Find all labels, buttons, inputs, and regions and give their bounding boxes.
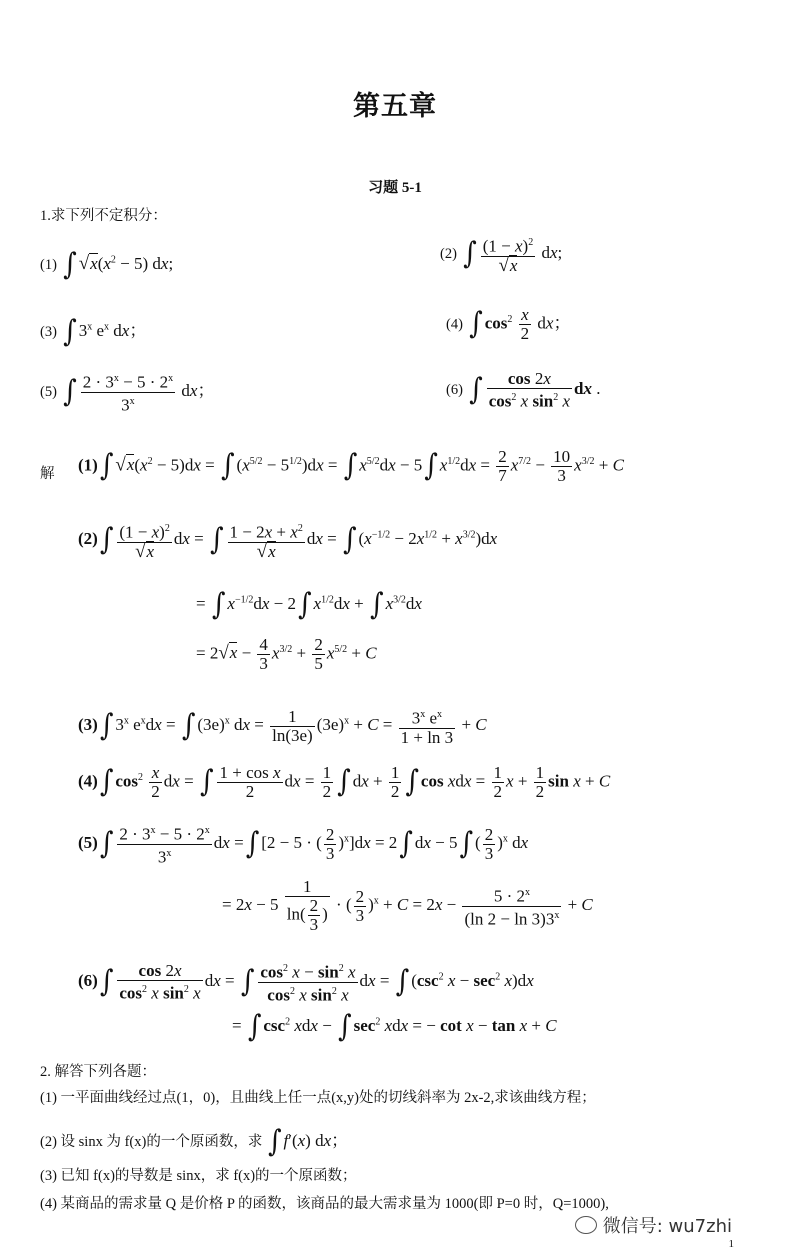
solution-5-line-2: = 2x − 5 1 ln( $\frac{2}{3}$ ) · ( $\frac{2}{3}$ )$^x$ + C = 2x − $\frac{5 \cdot 2^x}{(\ln 2 - \ln 3)3^x}$ + C (222, 877, 593, 934)
section-title: 习题 5-1 (368, 180, 422, 196)
solution-label: 解 (40, 466, 55, 482)
page-number: 1 (728, 1238, 734, 1250)
problem-6: (6) ∫ $\frac{\cos 2x}{\cos^2 x \sin^2 x}$ dx . (446, 369, 601, 411)
solution-2-line-1: (2)∫ $\frac{(1 - x)^2}{√x}$ dx = ∫ $\frac{1 - 2x + x^2}{√x}$ dx = ∫ $(x^{-1/2} - 2x^{1/2} + x^{3/2})dx$ (78, 520, 497, 561)
solution-2-line-2: = ∫ $x^{-1/2}dx - 2\int$ $x^{1/2}dx$ + ∫ $x^{3/2}dx$ (196, 587, 422, 623)
chapter-title: 第五章 (353, 91, 437, 122)
q2-item-4: (4) 某商品的需求量 Q 是价格 P 的函数，该商品的最大需求量为 1000(即 P=0 时，Q=1000), (40, 1196, 609, 1212)
problem-1: (1) ∫ $√x(x^2 - 5)$ dx; (40, 247, 174, 283)
solution-6-line-1: (6)∫ $\frac{\cos 2x}{\cos^2 x \sin^2 x}$ dx = ∫ $\frac{\cos^2 x - \sin^2 x}{\cos^2 x \sin^2 x}$ dx = ∫ ($\csc^2$ $x - \sec^2 x)dx$ (78, 960, 534, 1005)
solution-3: (3)∫ 3$^x$ $e^xdx$ = ∫ $(3e)^x$ dx = $\frac{1}{\ln(3e)}$ $(3e)^x + C$ = $\frac{3^x e^x}{1 + \ln 3}$ + C (78, 706, 487, 747)
wechat-icon (575, 1216, 597, 1234)
q2-item-1: (1) 一平面曲线经过点(1，0)，且曲线上任一点(x,y)处的切线斜率为 2x-2,求该曲线方程； (40, 1090, 596, 1106)
solution-6-line-2: = ∫ $\csc^2$ xdx − ∫ $\sec^2$ xdx = − cot x − tan x + C (232, 1009, 557, 1045)
solution-2-line-3: = 2√x − $\frac{4}{3}$ $x^{3/2}$ + $\frac{2}{5}$ $x^{5/2} + C$ (196, 635, 377, 673)
question-2-heading: 2. 解答下列各题： (40, 1064, 156, 1080)
solution-4: (4)∫ $\cos^2$ $\frac{x}{2}$ dx = ∫ $\frac{\text{1 + cos x}}{2}$ dx = $\frac{1}{2}$ ∫ dx + $\frac{1}{2}$ ∫ cos xdx = $\frac{1}{2}$ x + $\frac{1}{2}$ sin x + C (78, 763, 611, 801)
problem-3: (3) ∫ 3$^x$ $e^x$ dx； (40, 314, 147, 350)
q2-item-2: (2) 设 sinx 为 f(x)的一个原函数，求 ∫ f′(x) dx； (40, 1124, 349, 1160)
problem-4: (4) ∫ $\cos^2$ $\frac{x}{2}$ dx； (446, 305, 571, 343)
q2-item-3: (3) 已知 f(x)的导数是 sinx，求 f(x)的一个原函数； (40, 1168, 357, 1184)
problem-2: (2) ∫ $\frac{(1 - x)^2}{√x}$ dx; (440, 234, 562, 275)
solution-5-line-1: (5)∫ $\frac{2 \cdot 3^x - 5 \cdot 2^x}{3^x}$ dx =∫ [2 − 5 · ( $\frac{2}{3}$ )$^x$]dx = 2∫ dx − 5∫ ( $\frac{2}{3}$ )$^x$ dx (78, 822, 528, 866)
problem-5: (5) ∫ $\frac{2 \cdot 3^x - 5 \cdot 2^x}{3^x}$ dx； (40, 370, 214, 414)
wechat-watermark: 微信号: wu7zhi (575, 1212, 732, 1238)
solution-1: (1)∫ $√x(x^2 - 5)dx$ = ∫ $(x^{5/2} - 5^{1/2})dx$ = ∫ $x^{5/2}dx - 5\int$ $x^{1/2}dx$ = $\frac{2}{7}$ $x^{7/2}$ − $\frac{10}{3}$ $x^{3/2} + C$ (78, 447, 624, 485)
question-1-heading: 1.求下列不定积分： (40, 208, 167, 224)
